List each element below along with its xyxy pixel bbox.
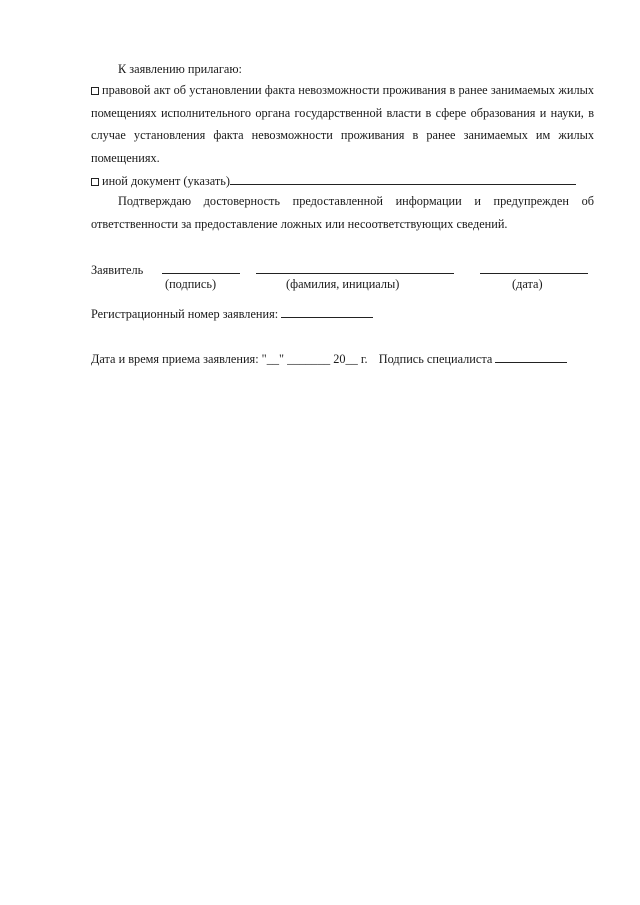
attachment-item-legal-act: [91, 79, 594, 169]
attachment-item-other-label: иной документ (указать): [102, 174, 230, 188]
caption-date: (дата): [512, 277, 543, 291]
applicant-label: Заявитель: [91, 263, 144, 277]
confirmation-statement: Подтверждаю достоверность предоставленной информации и предупрежден об ответственности за предоставление ложных или несоответствующих сведений.: [91, 194, 594, 231]
registration-label: Регистрационный номер заявления:: [91, 307, 279, 321]
reception-label: Дата и время приема заявления: "__" _______ 20__ г.: [91, 352, 368, 366]
registration-row: [91, 306, 373, 322]
checkbox-other-document[interactable]: [91, 178, 99, 186]
caption-name: (фамилия, инициалы): [286, 277, 400, 291]
caption-signature: (подпись): [165, 277, 217, 291]
attachment-item-legal-act-text: правовой акт об установлении факта невозможности проживания в ранее занимаемых жилых помещениях исполнительного органа государственной власти в сфере образования и науки, в случае установления факта невозможности проживания в ранее занимаемых им жилых помещениях.: [91, 83, 594, 165]
date-field[interactable]: [480, 262, 588, 274]
name-field[interactable]: [256, 262, 454, 274]
other-document-field[interactable]: [230, 173, 576, 185]
signature-field[interactable]: [162, 262, 240, 274]
specialist-label: Подпись специалиста: [378, 352, 493, 366]
attachments-intro: К заявлению прилагаю:: [118, 62, 242, 76]
signature-row: [91, 262, 594, 278]
specialist-signature-field[interactable]: [495, 351, 567, 363]
reception-row: [91, 351, 567, 367]
attachment-item-other: [91, 173, 576, 189]
checkbox-legal-act[interactable]: [91, 87, 99, 95]
registration-number-field[interactable]: [281, 306, 373, 318]
